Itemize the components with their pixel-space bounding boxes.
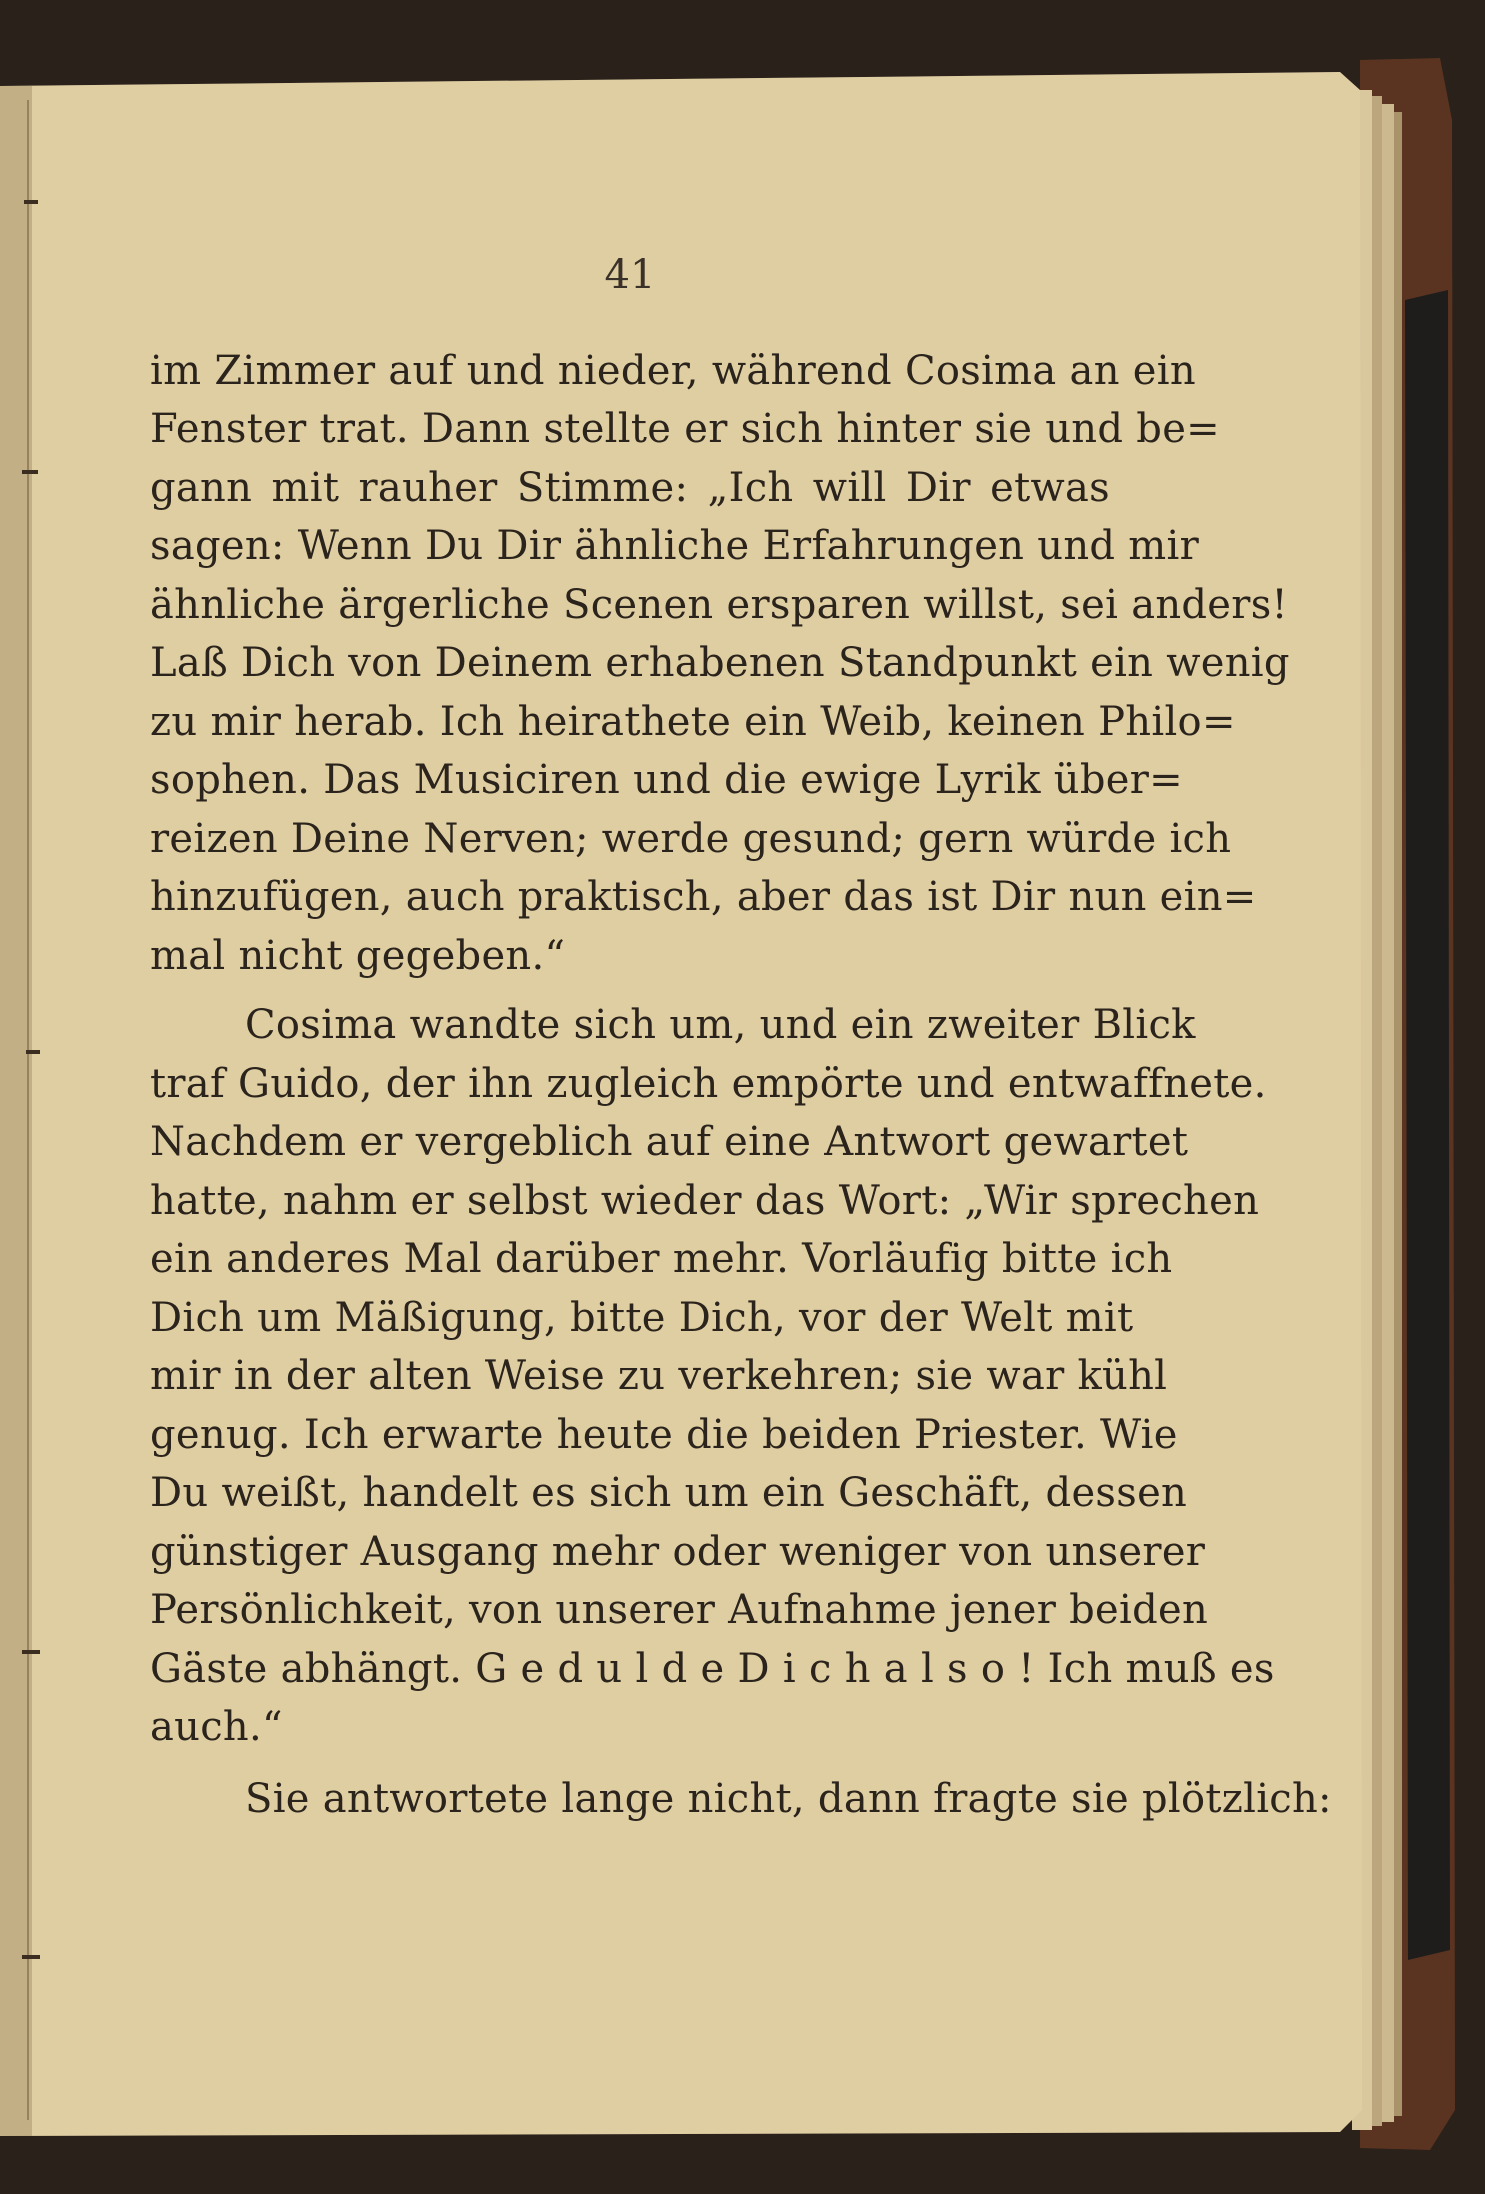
text-line: sagen: Wenn Du Dir ähnliche Erfahrungen und mir <box>150 523 1200 569</box>
text-line: Du weißt, handelt es sich um ein Geschäft, dessen <box>150 1470 1188 1516</box>
text-line: Sie antwortete lange nicht, dann fragte sie plötzlich: <box>245 1776 1332 1822</box>
text-line: genug. Ich erwarte heute die beiden Priester. Wie <box>150 1412 1178 1458</box>
page-edge-2 <box>1372 96 1382 2126</box>
text-line: Cosima wandte sich um, und ein zweiter Blick <box>245 1002 1196 1048</box>
text-line: ähnliche ärgerliche Scenen ersparen willst, sei anders! <box>150 582 1288 628</box>
text-line: ein anderes Mal darüber mehr. Vorläufig bitte ich <box>150 1236 1173 1282</box>
gutter-mark <box>26 1050 40 1054</box>
text-line: traf Guido, der ihn zugleich empörte und entwaffnete. <box>150 1061 1267 1107</box>
text-line: hinzufügen, auch praktisch, aber das ist Dir nun ein= <box>150 874 1257 920</box>
text-line: hatte, nahm er selbst wieder das Wort: „Wir sprechen <box>150 1178 1260 1224</box>
page-text-block <box>150 0 1332 2194</box>
text-line: mal nicht gegeben.“ <box>150 933 566 979</box>
text-line: im Zimmer auf und nieder, während Cosima an ein <box>150 348 1196 394</box>
text-line: Fenster trat. Dann stellte er sich hinter sie und be= <box>150 406 1220 452</box>
gutter-mark <box>22 1955 40 1959</box>
page-edge-3 <box>1382 104 1394 2122</box>
cloth-spine-strip <box>1405 290 1450 1960</box>
gutter-mark <box>24 200 38 204</box>
text-line: Persönlichkeit, von unserer Aufnahme jener beiden <box>150 1587 1209 1633</box>
page-edge-4 <box>1394 112 1402 2116</box>
text-line: gann mit rauher Stimme: „Ich will Dir etwas <box>150 465 1110 511</box>
text-line: Dich um Mäßigung, bitte Dich, vor der Welt mit <box>150 1295 1134 1341</box>
text-line: auch.“ <box>150 1704 283 1750</box>
text-line: Nachdem er vergeblich auf eine Antwort gewartet <box>150 1119 1189 1165</box>
text-line: sophen. Das Musiciren und die ewige Lyrik über= <box>150 757 1183 803</box>
text-line: reizen Deine Nerven; werde gesund; gern würde ich <box>150 816 1232 862</box>
text-line: günstiger Ausgang mehr oder weniger von unserer <box>150 1529 1206 1575</box>
text-line: zu mir herab. Ich heirathete ein Weib, keinen Philo= <box>150 699 1236 745</box>
text-line: Gäste abhängt. G e d u l d e D i c h a l s o ! Ich muß es <box>150 1646 1275 1692</box>
text-line: mir in der alten Weise zu verkehren; sie war kühl <box>150 1353 1168 1399</box>
gutter-mark <box>22 1650 40 1654</box>
gutter-mark <box>22 470 38 474</box>
text-line: Laß Dich von Deinem erhabenen Standpunkt ein wenig <box>150 640 1290 686</box>
page-number: 41 <box>604 252 656 298</box>
